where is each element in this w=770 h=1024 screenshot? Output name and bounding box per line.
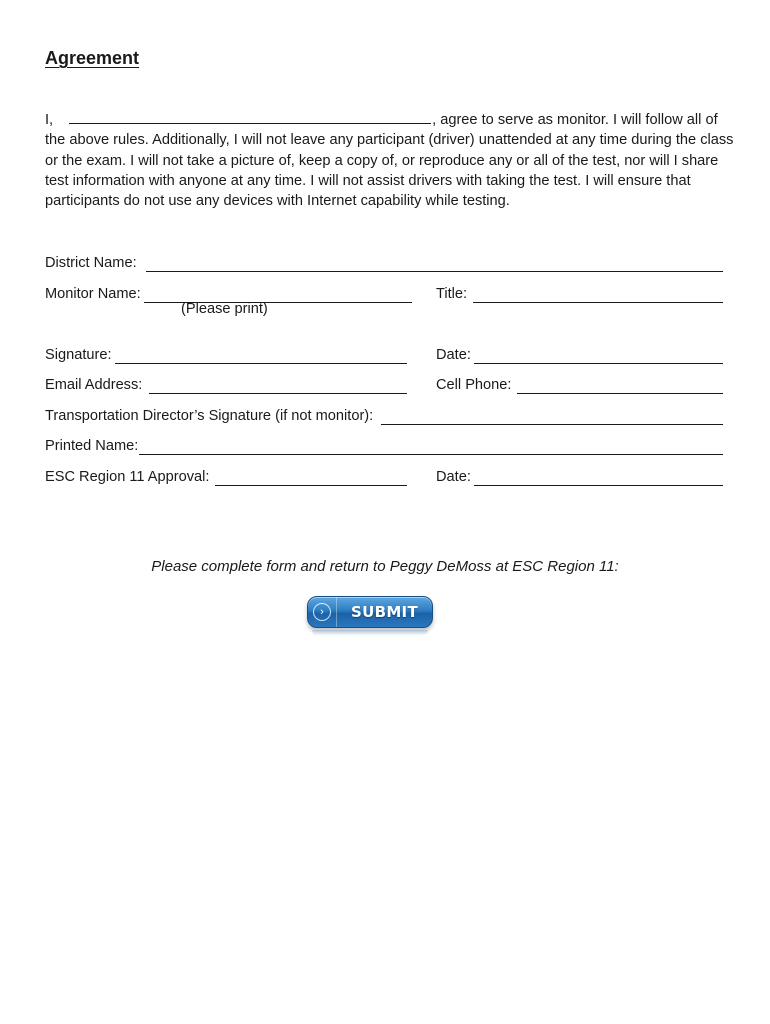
return-instruction: Please complete form and return to Peggy DeMoss at ESC Region 11:: [151, 558, 619, 575]
submit-button[interactable]: [307, 596, 433, 628]
printed-name-label: Printed Name:: [45, 438, 139, 454]
esc-approval-input[interactable]: [215, 469, 407, 486]
date-field: [436, 346, 723, 364]
approval-date-label: Date:: [436, 469, 471, 485]
district-name-input[interactable]: [146, 255, 723, 272]
email-field: [45, 376, 407, 394]
submit-label: SUBMIT: [351, 603, 418, 621]
title-label: Title:: [436, 286, 468, 302]
monitor-name-blank[interactable]: [69, 110, 431, 124]
approval-date-field: [436, 468, 723, 486]
printed-name-field: [45, 437, 723, 455]
printed-name-input[interactable]: [139, 438, 723, 455]
director-signature-label: Transportation Director’s Signature (if not monitor):: [45, 408, 374, 424]
email-label: Email Address:: [45, 377, 143, 393]
cell-phone-label: Cell Phone:: [436, 377, 512, 393]
agreement-paragraph: [45, 110, 735, 211]
district-name-field: [45, 254, 723, 272]
title-input[interactable]: [473, 286, 723, 303]
signature-label: Signature:: [45, 347, 112, 363]
esc-approval-label: ESC Region 11 Approval:: [45, 469, 210, 485]
agreement-text: , agree to serve as monitor. I will follow all of the above rules. Additionally, I will not leave any participant (driver) unattended at any time during the class or the exam. I will not take a picture of, keep a copy of, or reproduce any or all of the test, nor will I share test information with anyone at any time. I will not assist drivers with taking the test. I will ensure that participants do not use any devices with Internet capability while testing.: [45, 112, 734, 210]
agreement-heading: Agreement: [45, 48, 140, 68]
signature-input[interactable]: [115, 347, 407, 364]
please-print-note: (Please print): [181, 301, 268, 317]
email-input[interactable]: [149, 377, 407, 394]
cell-phone-field: [436, 376, 723, 394]
monitor-name-label: Monitor Name:: [45, 286, 141, 302]
cell-phone-input[interactable]: [517, 377, 723, 394]
date-input[interactable]: [474, 347, 723, 364]
director-signature-input[interactable]: [381, 408, 723, 425]
director-signature-field: [45, 407, 723, 425]
chevron-right-icon: ›: [313, 603, 331, 621]
approval-date-input[interactable]: [474, 469, 723, 486]
date-label: Date:: [436, 347, 471, 363]
title-field: [436, 285, 723, 303]
district-name-label: District Name:: [45, 255, 137, 271]
signature-field: [45, 346, 407, 364]
esc-approval-field: [45, 468, 407, 486]
submit-chevron-container: [308, 597, 337, 627]
agreement-prefix: I,: [45, 112, 54, 128]
submit-reflection: [312, 630, 428, 636]
